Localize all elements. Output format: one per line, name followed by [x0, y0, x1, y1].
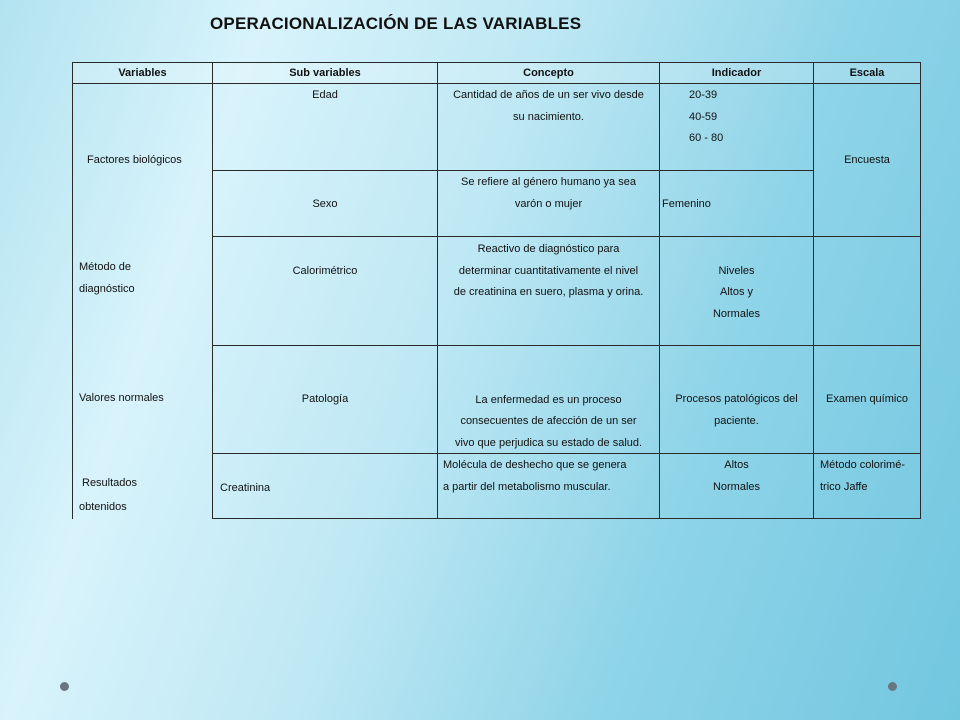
variable-resultados-line2: obtenidos: [79, 501, 127, 513]
escala-patologia-cell: [814, 346, 921, 454]
concepto-creatinina-cell: [438, 454, 660, 519]
variable-valores-normales: Valores normales: [79, 392, 164, 404]
indicador-patologia-1: Procesos patológicos del: [675, 393, 798, 405]
table-row: [73, 84, 921, 171]
indicador-sexo-cell: [660, 171, 814, 237]
indicador-creatinina-2: Normales: [712, 481, 761, 493]
sub-sexo: Sexo: [312, 198, 338, 210]
variable-metodo-line1: Método de: [79, 261, 131, 273]
concepto-calorimetrico-line2: determinar cuantitativamente el nivel: [458, 265, 639, 277]
variable-metodo-line2: diagnóstico: [79, 283, 135, 295]
indicador-creatinina-cell: [660, 454, 814, 519]
sub-calorimetrico: Calorimétrico: [292, 265, 358, 277]
header-sub-variables: Sub variables: [213, 63, 438, 84]
concepto-calorimetrico-cell: [438, 237, 660, 346]
left-bullet-dot: [60, 682, 69, 691]
concepto-sexo-line1: Se refiere al género humano ya sea: [461, 176, 636, 188]
variables-cell: [73, 84, 213, 519]
sub-calorimetrico-cell: [213, 237, 438, 346]
indicador-patologia-2: paciente.: [714, 415, 759, 427]
concepto-calorimetrico-line3: de creatinina en suero, plasma y orina.: [453, 286, 644, 298]
escala-encuesta-cell: [814, 84, 921, 237]
concepto-patologia-line3: vivo que perjudica su estado de salud.: [454, 437, 643, 449]
indicador-edad-1: 20-39: [689, 89, 718, 101]
concepto-patologia-line1: La enfermedad es un proceso: [475, 394, 622, 406]
variable-factores-biologicos: Factores biológicos: [87, 154, 182, 166]
indicador-calorimetrico-1: Niveles: [718, 265, 755, 277]
indicador-edad-cell: [660, 84, 814, 171]
sub-patologia: Patología: [301, 393, 349, 405]
escala-creatinina-line1: Método colorimé-: [820, 459, 905, 471]
concepto-edad-line1: Cantidad de años de un ser vivo desde: [453, 89, 644, 101]
slide-title: OPERACIONALIZACIÓN DE LAS VARIABLES: [210, 14, 582, 33]
right-bullet-dot: [888, 682, 897, 691]
escala-creatinina-line2: trico Jaffe: [820, 481, 868, 493]
indicador-calorimetrico-3: Normales: [712, 308, 761, 320]
sub-creatinina: Creatinina: [220, 482, 271, 494]
indicador-edad-3: 60 - 80: [689, 132, 724, 144]
concepto-sexo-cell: [438, 171, 660, 237]
concepto-patologia-line2: consecuentes de afección de un ser: [460, 415, 637, 427]
concepto-creatinina-line2: a partir del metabolismo muscular.: [443, 481, 611, 493]
header-indicador: Indicador: [660, 63, 814, 84]
concepto-edad-line2: su nacimiento.: [513, 111, 584, 123]
indicador-calorimetrico-2: Altos y: [719, 286, 753, 298]
indicador-patologia-cell: [660, 346, 814, 454]
concepto-creatinina-line1: Molécula de deshecho que se genera: [443, 459, 627, 471]
concepto-patologia-cell: [438, 346, 660, 454]
indicador-sexo: Femenino: [662, 198, 711, 210]
sub-creatinina-cell: [213, 454, 438, 519]
escala-creatinina-cell: [814, 454, 921, 519]
sub-patologia-cell: [213, 346, 438, 454]
escala-encuesta: Encuesta: [844, 154, 890, 166]
operationalization-table: [72, 62, 921, 519]
escala-calorimetrico-cell: [814, 237, 921, 346]
header-concepto: Concepto: [438, 63, 660, 84]
concepto-calorimetrico-line1: Reactivo de diagnóstico para: [477, 243, 620, 255]
sub-edad: Edad: [312, 89, 338, 101]
header-escala: Escala: [814, 63, 921, 84]
sub-sexo-cell: [213, 171, 438, 237]
concepto-sexo-line2: varón o mujer: [514, 198, 583, 210]
sub-edad-cell: [213, 84, 438, 171]
indicador-calorimetrico-cell: [660, 237, 814, 346]
concepto-edad-cell: [438, 84, 660, 171]
header-variables: Variables: [73, 63, 213, 84]
header-row: [73, 63, 921, 84]
escala-examen-quimico: Examen químico: [826, 393, 908, 405]
indicador-creatinina-1: Altos: [724, 459, 749, 471]
variable-resultados-line1: Resultados: [82, 477, 138, 489]
indicador-edad-2: 40-59: [689, 111, 718, 123]
